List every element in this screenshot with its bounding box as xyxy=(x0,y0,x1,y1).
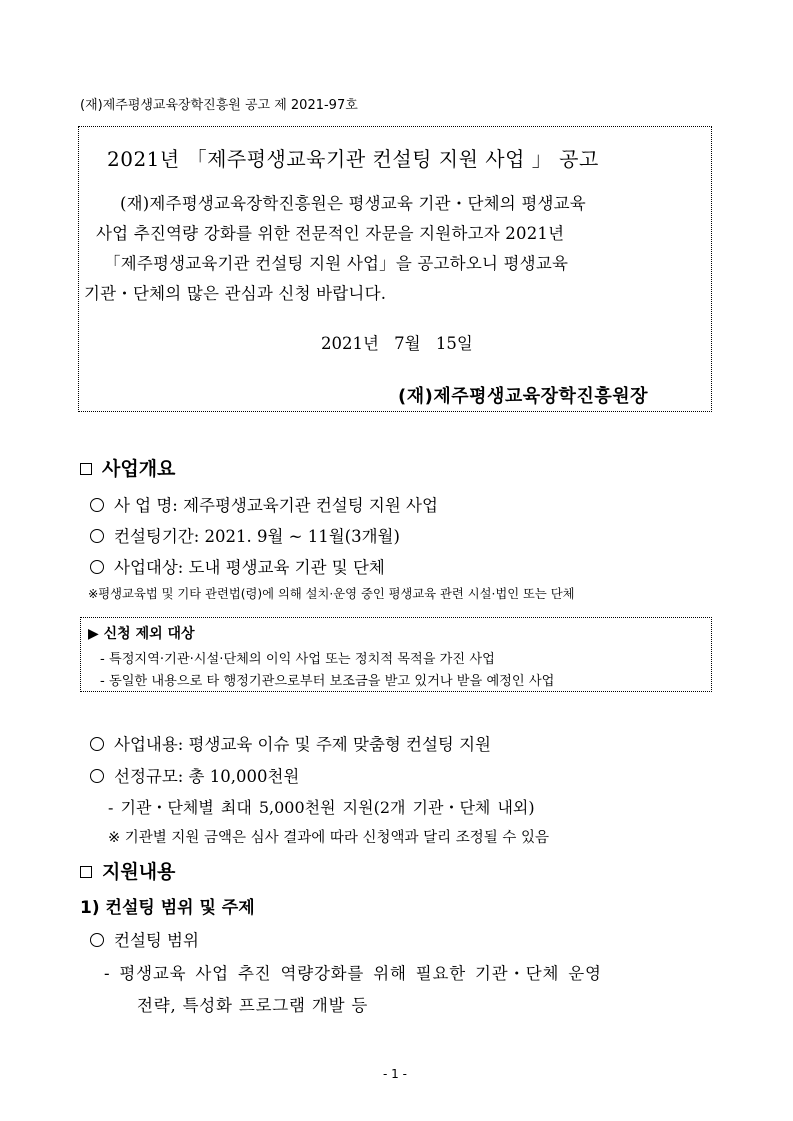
notice-body-line: (재)제주평생교육장학진흥원은 평생교육 기관・단체의 평생교육 xyxy=(120,194,586,213)
section-heading-overview xyxy=(80,454,175,481)
circle-bullet-icon xyxy=(90,560,104,574)
checkbox-square-icon xyxy=(80,866,92,878)
overview-item xyxy=(90,492,438,516)
notice-issuer: (재)제주평생교육장학진흥원장 xyxy=(398,386,648,407)
overview-item-label: 사업대상: 도내 평생교육 기관 및 단체 xyxy=(114,558,385,577)
section-heading-label: 지원내용 xyxy=(102,861,176,883)
notice-body-line: 사업 추진역량 강화를 위한 전문적인 자문을 지원하고자 2021년 xyxy=(96,224,565,243)
scale-note: ※ 기관별 지원 금액은 심사 결과에 따라 신청액과 달리 조정될 수 있음 xyxy=(108,830,550,846)
circle-bullet-icon xyxy=(90,737,104,751)
overview-item-label: 사 업 명: 제주평생교육기관 컨설팅 지원 사업 xyxy=(114,496,438,515)
support-detail-line: - 평생교육 사업 추진 역량강화를 위해 필요한 기관・단체 운영 xyxy=(104,964,602,983)
exclusion-title: ▶ 신청 제외 대상 xyxy=(88,626,195,642)
notice-body-line: 기관・단체의 많은 관심과 신청 바랍니다. xyxy=(84,284,387,303)
overview-item xyxy=(90,523,400,547)
target-note: ※평생교육법 및 기타 관련법(령)에 의해 설치·운영 중인 평생교육 관련 시설·법인 또는 단체 xyxy=(88,587,575,601)
overview-item xyxy=(90,731,491,755)
support-detail-line: 전략, 특성화 프로그램 개발 등 xyxy=(137,996,369,1015)
page-number: - 1 - xyxy=(383,1067,407,1081)
support-item xyxy=(90,927,199,951)
document-number: (재)제주평생교육장학진흥원 공고 제 2021-97호 xyxy=(80,98,358,113)
circle-bullet-icon xyxy=(90,769,104,783)
section-heading-label: 사업개요 xyxy=(102,458,176,480)
overview-item xyxy=(90,763,299,787)
support-item-label: 컨설팅 범위 xyxy=(114,931,199,950)
checkbox-square-icon xyxy=(80,463,92,475)
exclusion-item: - 동일한 내용으로 타 행정기관으로부터 보조금을 받고 있거나 받을 예정인 사업 xyxy=(100,674,555,689)
notice-title: 2021년 「제주평생교육기관 컨설팅 지원 사업 」 공고 xyxy=(107,147,599,171)
circle-bullet-icon xyxy=(90,498,104,512)
exclusion-item: - 특정지역·기관·시설·단체의 이익 사업 또는 정치적 목적을 가진 사업 xyxy=(100,652,495,667)
circle-bullet-icon xyxy=(90,529,104,543)
notice-date: 2021년 7월 15일 xyxy=(321,334,473,353)
overview-item-label: 선정규모: 총 10,000천원 xyxy=(114,767,300,786)
sub-heading: 1) 컨설팅 범위 및 주제 xyxy=(80,898,255,918)
scale-detail: - 기관・단체별 최대 5,000천원 지원(2개 기관・단체 내외) xyxy=(108,798,535,817)
overview-item-label: 컨설팅기간: 2021. 9월 ~ 11월(3개월) xyxy=(114,527,400,546)
circle-bullet-icon xyxy=(90,933,104,947)
section-heading-support xyxy=(80,857,175,884)
notice-body-line: 「제주평생교육기관 컨설팅 지원 사업」을 공고하오니 평생교육 xyxy=(104,254,569,273)
overview-item-label: 사업내용: 평생교육 이슈 및 주제 맞춤형 컨설팅 지원 xyxy=(114,735,491,754)
overview-item xyxy=(90,554,385,578)
